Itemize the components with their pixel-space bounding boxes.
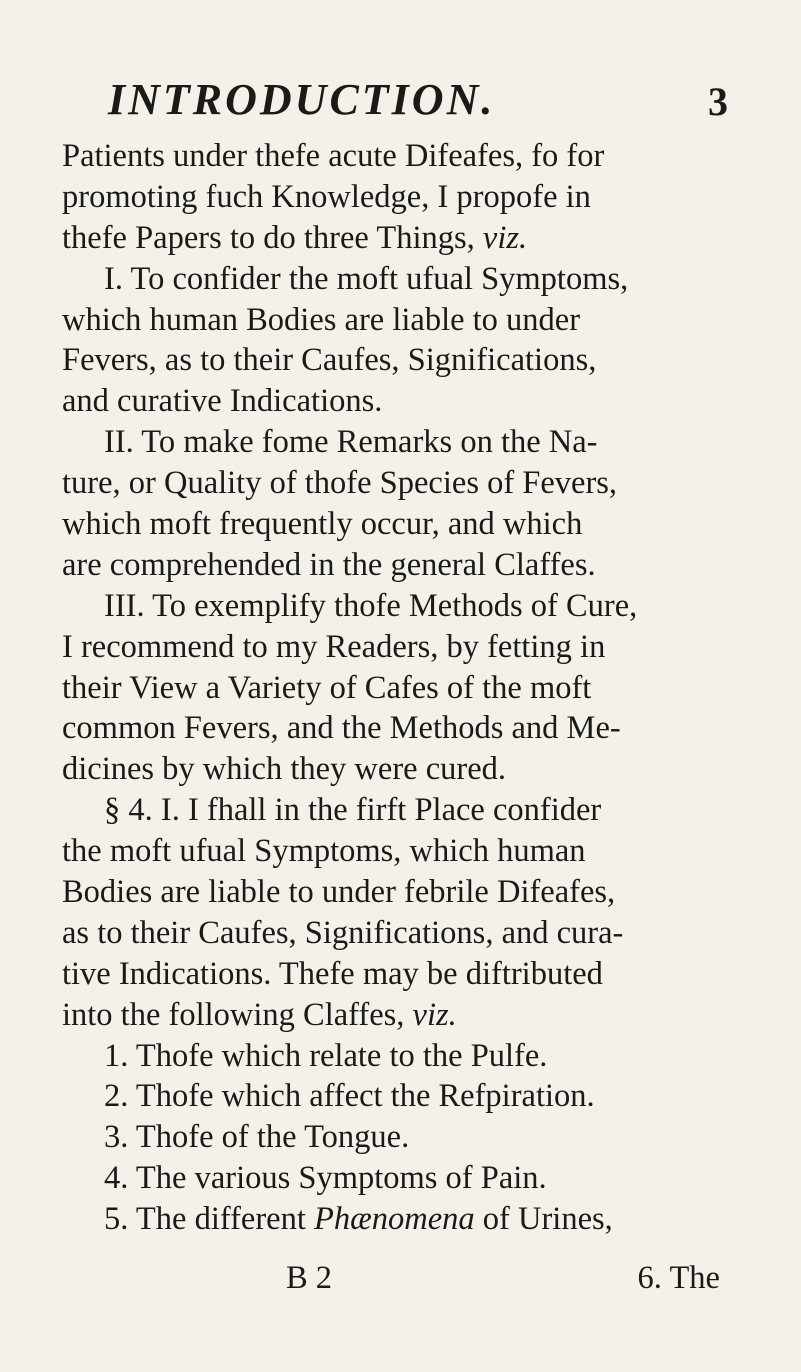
text-line: ture, or Quality of thofe Species of Fevers, — [62, 465, 618, 502]
text-line: II. To make fome Remarks on the Na- — [104, 424, 598, 461]
text-line — [62, 218, 722, 259]
page-footer — [62, 1258, 722, 1302]
text-line: III. To exemplify thofe Methods of Cure, — [104, 587, 638, 624]
text-line: dicines by which they were cured. — [62, 751, 507, 788]
text-line: I. To confider the moft ufual Symptoms, — [104, 260, 629, 297]
text-line: § 4. I. I fhall in the firft Place confider — [104, 792, 602, 829]
text-line: tive Indications. Thefe may be diftributed — [62, 955, 603, 992]
text-line: Patients under thefe acute Difeafes, fo for — [62, 138, 605, 174]
text-line — [62, 1199, 722, 1240]
text-line: promoting fuch Knowledge, I propofe in — [62, 178, 591, 215]
text-line: their View a Variety of Cafes of the moft — [62, 669, 592, 706]
text-line: which human Bodies are liable to under — [62, 301, 581, 338]
page-number: 3 — [708, 79, 728, 124]
text-segment: 5. The different — [104, 1201, 314, 1238]
text-segment: of Urines, — [474, 1201, 613, 1238]
italic-term: viz. — [482, 219, 528, 256]
signature-mark: B 2 — [286, 1260, 333, 1296]
text-line: Fevers, as to their Caufes, Significations, — [62, 342, 597, 379]
running-title: INTRODUCTION. — [108, 75, 496, 124]
text-line: and curative Indications. — [62, 383, 383, 420]
text-line: I recommend to my Readers, by fetting in — [62, 628, 606, 665]
italic-term: viz. — [412, 996, 457, 1033]
text-segment: into the following Claffes, — [62, 996, 413, 1033]
text-line: common Fevers, and the Methods and Me- — [62, 710, 621, 747]
text-segment: thefe Papers to do three Things, — [62, 219, 483, 256]
text-line: Bodies are liable to under febrile Difeafes, — [62, 874, 616, 911]
running-header — [108, 72, 728, 132]
text-line: 1. Thofe which relate to the Pulfe. — [104, 1037, 548, 1074]
italic-term: Phænomena — [313, 1201, 475, 1238]
text-line — [62, 995, 722, 1036]
text-line: 4. The various Symptoms of Pain. — [104, 1160, 547, 1197]
body-text — [62, 136, 722, 1240]
text-line: the moft ufual Symptoms, which human — [62, 833, 586, 870]
text-line: 2. Thofe which affect the Refpiration. — [104, 1078, 595, 1115]
text-line: are comprehended in the general Claffes. — [62, 546, 596, 583]
text-line: as to their Caufes, Significations, and cura- — [62, 914, 624, 951]
text-line: 3. Thofe of the Tongue. — [104, 1119, 410, 1156]
catchword: 6. The — [637, 1260, 720, 1296]
text-line: which moft frequently occur, and which — [62, 506, 583, 543]
